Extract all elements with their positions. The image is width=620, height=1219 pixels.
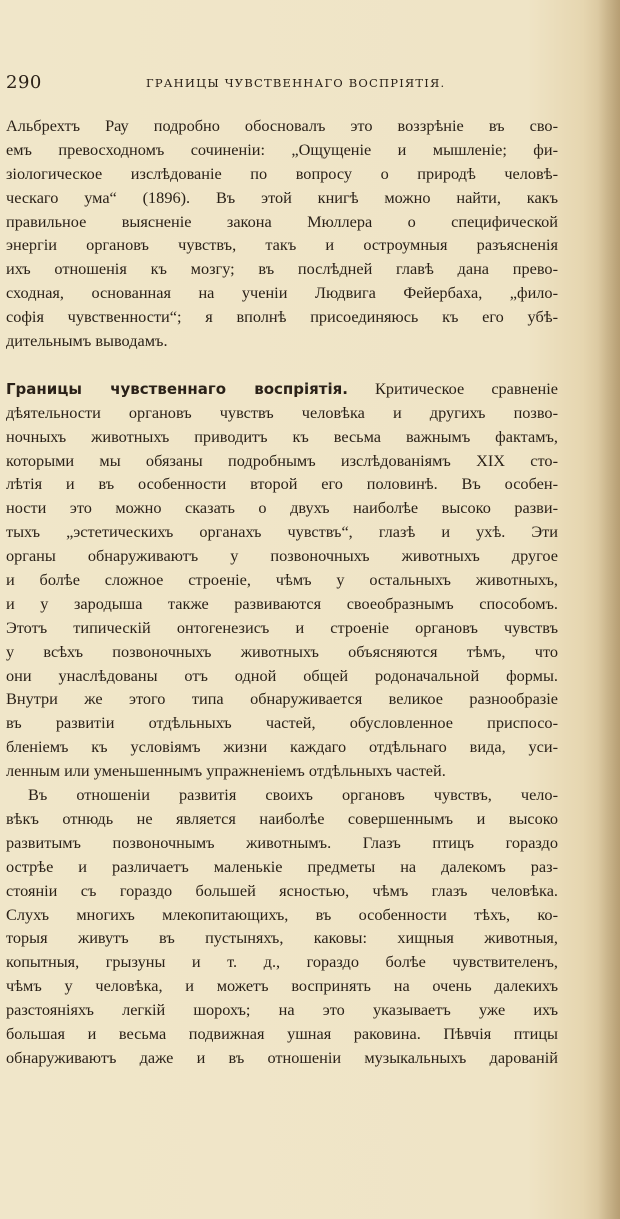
section-heading: Границы чувственнаго воспріятія. [6, 379, 348, 398]
text-line: ихъ отношенія къ мозгу; въ послѣдней главѣ дана прево- [6, 259, 558, 279]
text-line-with-heading [6, 377, 558, 401]
text-line: ночныхъ животныхъ приводитъ къ весьма важнымъ фактамъ, [6, 426, 558, 446]
text-line: чѣмъ у человѣка, и можетъ воспринять на очень далекихъ [6, 976, 558, 996]
text-line: у всѣхъ позвоночныхъ животныхъ объясняются тѣмъ, что [6, 641, 558, 661]
text-line: торыя живутъ въ пустыняхъ, каковы: хищныя животныя, [6, 928, 558, 948]
text-line: ческаго ума“ (1896). Въ этой книгѣ можно найти, какъ [6, 187, 558, 207]
text-line: и болѣе сложное строеніе, чѣмъ у остальныхъ животныхъ, [6, 570, 558, 590]
running-head: ГРАНИЦЫ ЧУВСТВЕННАГО ВОСПРІЯТІЯ. [146, 76, 446, 90]
page-header [6, 72, 558, 96]
page-edge-shadow [598, 0, 620, 1219]
text-line: вѣкъ отнюдь не является наиболѣе совершеннымъ и высоко [6, 808, 558, 828]
page-number: 290 [6, 72, 42, 93]
text-line: органы обнаруживаютъ у позвоночныхъ животныхъ другое [6, 546, 558, 566]
text-line: разстояніяхъ легкій шорохъ; на это указываетъ уже ихъ [6, 1000, 558, 1020]
text-line: энергіи органовъ чувствъ, такъ и остроумныя разъясненія [6, 235, 558, 255]
text-line: зіологическое изслѣдованіе по вопросу о природѣ человѣ- [6, 163, 558, 183]
paragraph-2 [6, 377, 558, 783]
heading-line-text: Критическое сравненіе [347, 378, 558, 398]
text-line: сходная, основанная на ученіи Людвига Фейербаха, „фило- [6, 283, 558, 303]
paragraph-3 [6, 783, 558, 1070]
text-line: Этотъ типическій онтогенезисъ и строеніе органовъ чувствъ [6, 617, 558, 637]
text-line: обнаруживаютъ даже и въ отношеніи музыкальныхъ дарованій [6, 1047, 558, 1067]
text-line: софія чувственности“; я вполнѣ присоединяюсь къ его убѣ- [6, 307, 558, 327]
text-line: ленным или уменьшеннымъ упражненіемъ отдѣльныхъ частей. [6, 761, 446, 781]
text-line: лѣтія и въ особенности второй его половинѣ. Въ особен- [6, 474, 558, 494]
text-line: дѣятельности органовъ чувствъ человѣка и другихъ позво- [6, 402, 558, 422]
text-line: тыхъ „эстетическихъ органахъ чувствъ“, глазѣ и ухѣ. Эти [6, 522, 558, 542]
text-line: правильное выясненіе закона Мюллера о специфической [6, 211, 558, 231]
text-line: стояніи съ гораздо большей ясностью, чѣмъ глазъ человѣка. [6, 880, 558, 900]
text-line: въ развитіи отдѣльныхъ частей, обусловленное приспосо- [6, 713, 558, 733]
text-line: развитымъ позвоночнымъ животнымъ. Глазъ птицъ гораздо [6, 832, 558, 852]
text-line: Альбрехтъ Рау подробно обосновалъ это воззрѣніе въ сво- [6, 116, 558, 135]
text-line: ности это можно сказать о двухъ наиболѣе высоко разви- [6, 498, 558, 518]
text-line: большая и весьма подвижная ушная раковина. Пѣвчія птицы [6, 1023, 558, 1043]
text-line: емъ превосходномъ сочиненіи: „Ощущеніе и мышленіе; фи- [6, 139, 558, 159]
text-line: бленіемъ къ условіямъ жизни каждаго отдѣльнаго вида, уси- [6, 737, 558, 757]
paragraph-gap [6, 353, 558, 377]
body-text [6, 114, 558, 1070]
text-line: острѣе и различаетъ маленькіе предметы на далекомъ раз- [6, 856, 558, 876]
text-line: дительнымъ выводамъ. [6, 331, 168, 351]
text-line: Въ отношеніи развитія своихъ органовъ чувствъ, чело- [28, 785, 558, 805]
text-line: Слухъ многихъ млекопитающихъ, въ особенности тѣхъ, ко- [6, 904, 558, 924]
text-line: которыми мы обязаны подробнымъ изслѣдованіямъ XIX сто- [6, 450, 558, 470]
text-line: копытныя, грызуны и т. д., гораздо болѣе чувствителенъ, [6, 952, 558, 972]
text-line: и у зародыша также развиваются своеобразнымъ способомъ. [6, 593, 558, 613]
text-line: Внутри же этого типа обнаруживается великое разнообразіе [6, 689, 558, 709]
paragraph-1 [6, 114, 558, 353]
text-line: они унаслѣдованы отъ одной общей родоначальной формы. [6, 665, 558, 685]
